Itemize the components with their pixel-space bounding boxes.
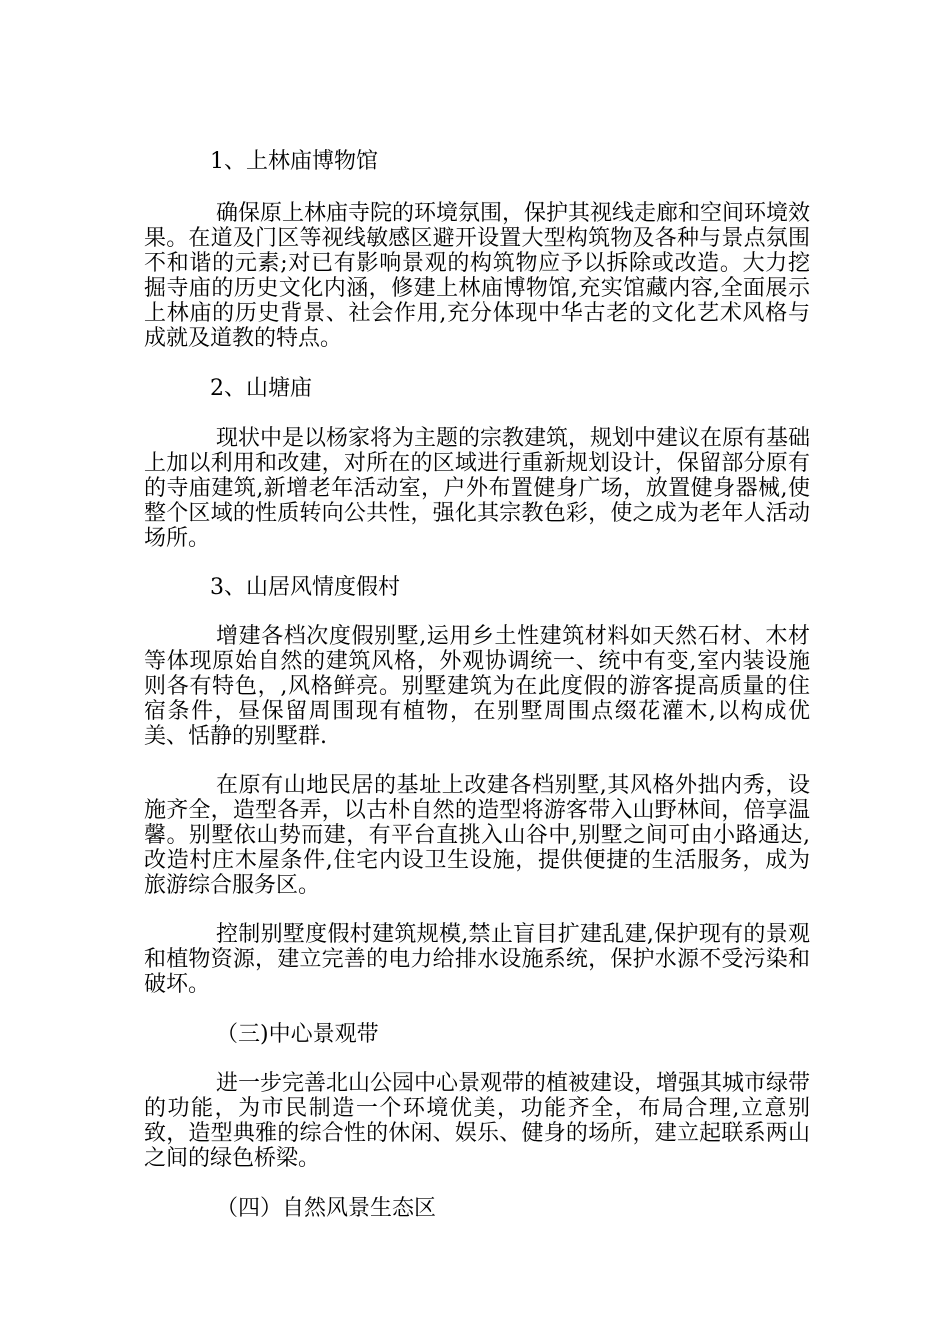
paragraph-shantang-temple: 现状中是以杨家将为主题的宗教建筑，规划中建议在原有基础上加以利用和改建，对所在的区域进行重新规划设计，保留部分原有的寺庙建筑,新增老年活动室，户外布置健身广场，放置健身器械,使整个区域的性质转向公共性，强化其宗教色彩，使之成为老年人活动场所。 bbox=[144, 426, 811, 551]
paragraph-resort-villas: 增建各档次度假别墅,运用乡土性建筑材料如天然石材、木材等体现原始自然的建筑风格，外观协调统一、统中有变,室内装设施则各有特色，,风格鲜亮。别墅建筑为在此度假的游客提高质量的住宿条件，昼保留周围现有植物，在别墅周围点缀花灌木,以构成优美、恬静的别墅群. bbox=[144, 624, 810, 749]
section-heading-shantang-temple: 2、山塘庙 bbox=[210, 376, 312, 401]
section-heading-mountain-resort: 3、山居风情度假村 bbox=[210, 575, 400, 600]
paragraph-shanglin-museum: 确保原上林庙寺院的环境氛围，保护其视线走廊和空间环境效果。在道及门区等视线敏感区避开设置大型构筑物及各种与景点氛围不和谐的元素;对已有影响景观的构筑物应予以拆除或改造。大力挖掘寺庙的历史文化内涵，修建上林庙博物馆,充实馆藏内容,全面展示上林庙的历史背景、社会作用,充分体现中华古老的文化艺术风格与成就及道教的特点。 bbox=[144, 201, 811, 351]
paragraph-resort-control: 控制别墅度假村建筑规模,禁止盲目扩建乱建,保护现有的景观和植物资源，建立完善的电力给排水设施系统，保护水源不受污染和破坏。 bbox=[144, 922, 810, 997]
section-heading-central-landscape: （三)中心景观带 bbox=[216, 1022, 379, 1047]
section-heading-natural-ecology: （四）自然风景生态区 bbox=[216, 1196, 437, 1221]
section-heading-shanglin-museum: 1、上林庙博物馆 bbox=[210, 149, 378, 174]
paragraph-central-landscape: 进一步完善北山公园中心景观带的植被建设，增强其城市绿带的功能，为市民制造一个环境优美，功能齐全，布局合理,立意别致，造型典雅的综合性的休闲、娱乐、健身的场所，建立起联系两山之间的绿色桥梁。 bbox=[144, 1071, 811, 1171]
paragraph-resort-renovation: 在原有山地民居的基址上改建各档别墅,其风格外拙内秀，设施齐全，造型各弄，以古朴自然的造型将游客带入山野林间，倍享温馨。别墅依山势而建，有平台直挑入山谷中,别墅之间可由小路通达,改造村庄木屋条件,住宅内设卫生设施，提供便捷的生活服务，成为旅游综合服务区。 bbox=[144, 773, 810, 898]
